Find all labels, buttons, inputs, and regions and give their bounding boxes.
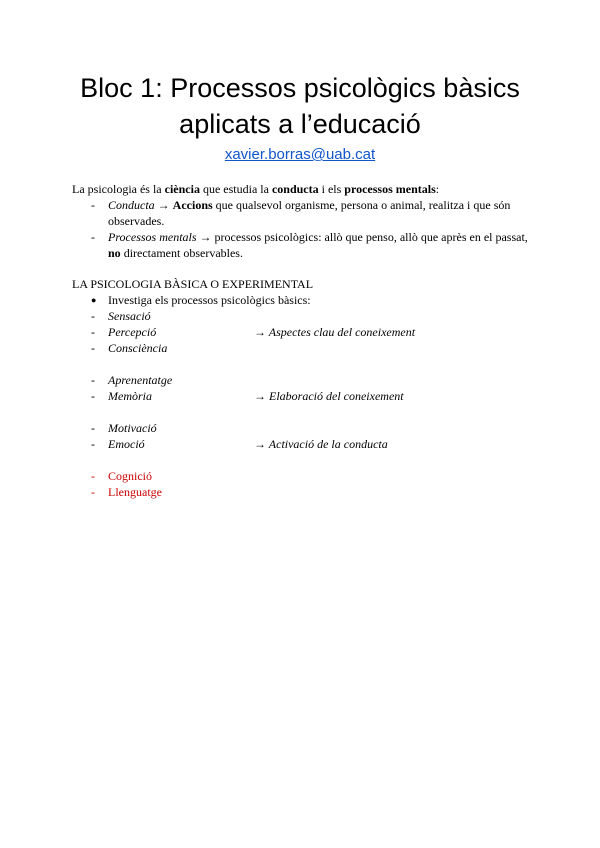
intro-bold-conducta: conducta <box>271 182 319 196</box>
dash-marker: - <box>91 421 95 435</box>
title-line-2: aplicats a l’educació <box>179 109 421 139</box>
email-link[interactable]: xavier.borras@uab.cat <box>224 146 376 163</box>
process-label: Sensació <box>108 309 151 323</box>
definition-term: Processos mentals <box>108 230 197 244</box>
process-label: Motivació <box>108 421 157 435</box>
definition-text <box>108 197 533 229</box>
process-item-motivacio <box>91 420 511 436</box>
process-label: Aprenentatge <box>108 373 173 387</box>
process-label: Memòria <box>108 389 152 403</box>
arrow-icon: → <box>154 198 173 212</box>
process-label: Consciència <box>108 341 168 355</box>
process-label: Emoció <box>108 437 145 451</box>
process-item-emocio <box>91 436 511 452</box>
process-item-memoria <box>91 388 511 404</box>
dash-marker: - <box>91 230 95 244</box>
intro-text-3: i els <box>318 182 345 196</box>
dash-marker: - <box>91 485 95 499</box>
process-label: Cognició <box>108 469 152 483</box>
dash-marker: - <box>91 341 95 355</box>
title-line-1: Bloc 1: Processos psicològics bàsics <box>80 73 520 103</box>
intro-bold-ciencia: ciència <box>164 182 200 196</box>
definition-text <box>108 229 533 261</box>
process-item-sensacio <box>91 308 511 324</box>
dash-marker: - <box>91 198 95 212</box>
dash-marker: - <box>91 469 95 483</box>
process-note: → Activació de la conducta <box>254 437 388 451</box>
dash-marker: - <box>91 389 95 403</box>
intro-bold-processos: processos mentals <box>344 182 436 196</box>
intro-text-2: que estudia la <box>199 182 272 196</box>
process-item-consciencia <box>91 340 511 356</box>
dash-marker: - <box>91 325 95 339</box>
definition-post: directament observables. <box>120 246 243 260</box>
intro-paragraph <box>72 181 439 197</box>
intro-text-1: La psicologia és la <box>72 182 165 196</box>
dash-marker: - <box>91 309 95 323</box>
definition-bold: Accions <box>172 198 213 212</box>
definition-term: Conducta <box>108 198 155 212</box>
process-item-llenguatge <box>91 484 511 500</box>
process-item-cognicio <box>91 468 511 484</box>
bullet-icon: ● <box>91 295 97 305</box>
process-note: → Elaboració del coneixement <box>254 389 404 403</box>
definition-bold: no <box>108 246 121 260</box>
bullet-text: Investiga els processos psicològics bàsics: <box>108 293 311 307</box>
process-label: Percepció <box>108 325 157 339</box>
page-title <box>0 70 600 142</box>
process-label: Llenguatge <box>108 485 162 499</box>
definition-rest: que qualsevol organisme, persona o animal, realitza i que són observades. <box>108 198 511 228</box>
section-heading: LA PSICOLOGIA BÀSICA O EXPERIMENTAL <box>72 277 314 291</box>
process-note: → Aspectes clau del coneixement <box>254 325 416 339</box>
arrow-icon: → <box>196 230 215 244</box>
intro-text-4: : <box>435 182 440 196</box>
process-item-percepcio <box>91 324 511 340</box>
process-item-aprenentatge <box>91 372 511 388</box>
dash-marker: - <box>91 437 95 451</box>
definition-pre: processos psicològics: allò que penso, allò que après en el passat, <box>214 230 528 244</box>
dash-marker: - <box>91 373 95 387</box>
